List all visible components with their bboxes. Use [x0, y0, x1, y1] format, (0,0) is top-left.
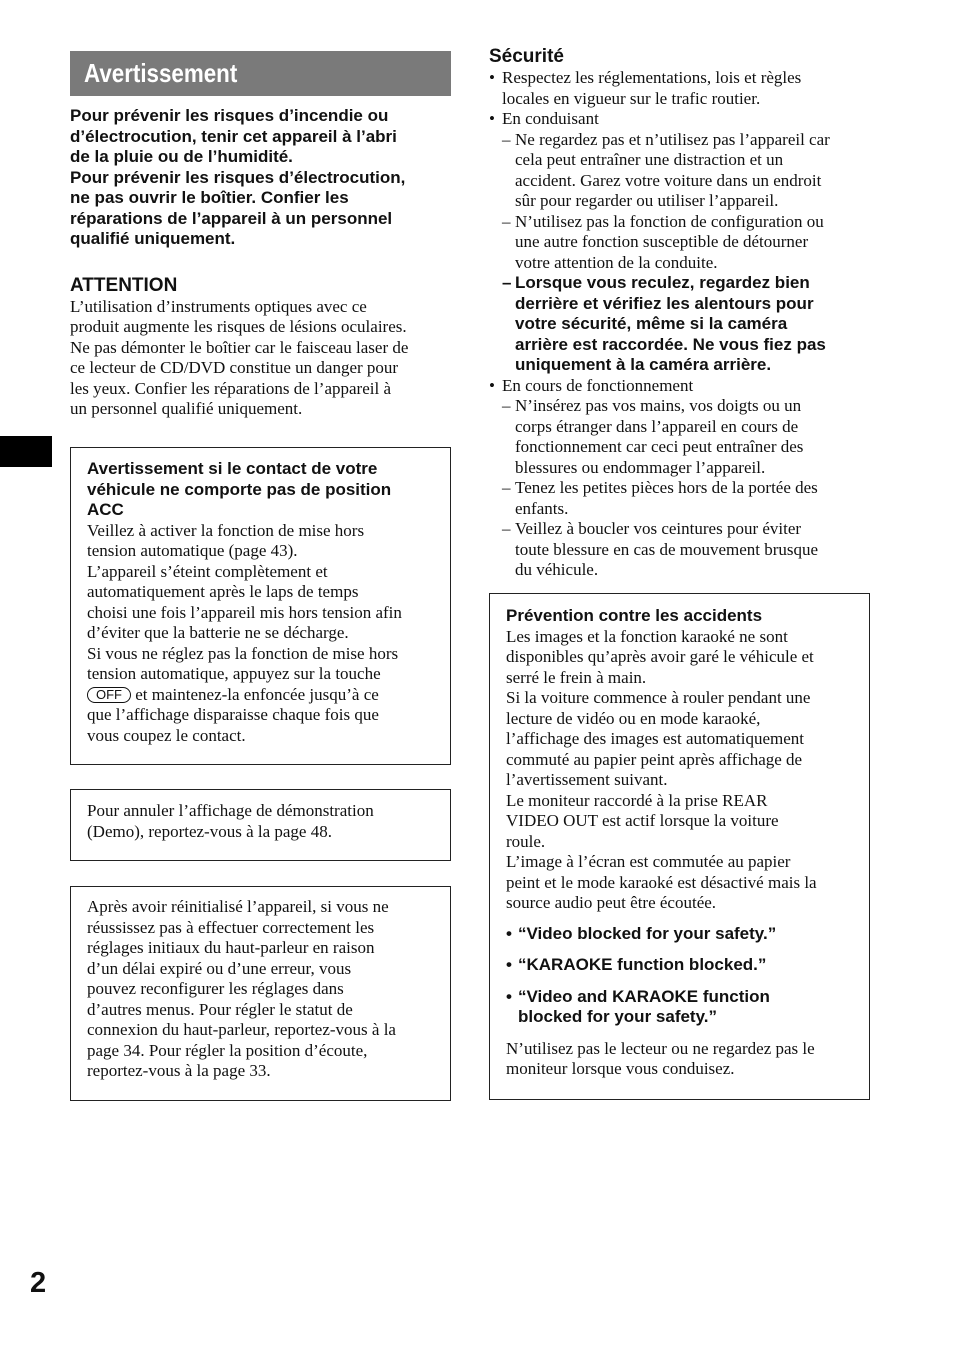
- safety-list: [489, 68, 871, 130]
- operation-item-line: toute blessure en cas de mouvement brusque: [515, 539, 819, 559]
- acc-body-line: choisi une fois l’appareil mis hors tension afin: [87, 602, 402, 622]
- warning-line: ne pas ouvrir le boîtier. Confier les: [70, 188, 349, 207]
- acc-body-line: Si vous ne réglez pas la fonction de mise hors: [87, 643, 399, 663]
- reset-line: connexion du haut-parleur, reportez-vous à la: [87, 1020, 396, 1039]
- reset-line: réussissez pas à effectuer correctement les: [87, 917, 375, 937]
- acc-body-line: que l’affichage disparaisse chaque fois que: [87, 705, 379, 724]
- reset-line: page 34. Pour régler la position d’écoute,: [87, 1040, 368, 1060]
- driving-item-line: – Ne regardez pas et n’utilisez pas l’appareil car: [515, 129, 830, 149]
- warning-line: réparations de l’appareil à un personnel: [70, 208, 393, 228]
- driving-item-line: – Lorsque vous reculez, regardez bien: [515, 273, 810, 292]
- warning-message-line: • “Video and KARAOKE function: [518, 986, 770, 1006]
- fire-shock-warning: [70, 106, 451, 250]
- warning-line: de la pluie ou de l’humidité.: [70, 147, 293, 166]
- prevention-line: roule.: [506, 831, 546, 851]
- prevention-footer: [506, 1039, 855, 1080]
- attention-line: ce lecteur de CD/DVD constitue un danger pour: [70, 358, 399, 377]
- warning-message-line: • “KARAOKE function blocked.”: [518, 955, 767, 974]
- prevention-line: l’avertissement suivant.: [506, 770, 668, 789]
- warning-message: [506, 987, 855, 1028]
- demo-line: Pour annuler l’affichage de démonstration: [87, 801, 374, 820]
- driving-item-line: votre sécurité, même si la caméra: [515, 314, 788, 333]
- reset-line: reportez-vous à la page 33.: [87, 1061, 271, 1080]
- driving-item-line: une autre fonction susceptible de détourner: [515, 232, 809, 251]
- reset-line: pouvez reconfigurer les réglages dans: [87, 979, 344, 998]
- attention-heading: ATTENTION: [70, 274, 178, 296]
- warning-line: qualifié uniquement.: [70, 229, 236, 248]
- prevention-line: Le moniteur raccordé à la prise REAR: [506, 790, 768, 810]
- safety-list-cont: [489, 376, 871, 397]
- warning-message-line: • “Video blocked for your safety.”: [518, 923, 777, 943]
- prevention-body: [506, 627, 855, 914]
- acc-key-line-text: et maintenez-la enfoncée jusqu’à ce: [131, 684, 379, 704]
- prevention-line: serré le frein à main.: [506, 667, 647, 687]
- acc-warning-body: [87, 521, 435, 685]
- reset-line: d’autres menus. Pour régler le statut de: [87, 999, 353, 1019]
- attention-line: un personnel qualifié uniquement.: [70, 399, 303, 418]
- acc-body-line: Veillez à activer la fonction de mise hors: [87, 520, 365, 540]
- operation-sublist: [489, 396, 871, 581]
- acc-body-line: tension automatique (page 43).: [87, 541, 298, 560]
- prevention-line: VIDEO OUT est actif lorsque la voiture: [506, 811, 779, 830]
- prevention-line: source audio peut être écoutée.: [506, 893, 717, 912]
- off-key-icon: OFF: [87, 687, 131, 703]
- reset-line: Après avoir réinitialisé l’appareil, si vous ne: [87, 897, 389, 916]
- operation-item-line: corps étranger dans l’appareil en cours de: [515, 416, 799, 436]
- driving-item-line: – N’utilisez pas la fonction de configuration ou: [515, 211, 824, 231]
- prevention-line: commuté au papier peint après affichage de: [506, 749, 803, 769]
- warning-line: d’électrocution, tenir cet appareil à l’abri: [70, 126, 397, 146]
- driving-item-line: derrière et vérifiez les alentours pour: [515, 293, 814, 313]
- prevention-title: Prévention contre les accidents: [506, 606, 763, 625]
- acc-body-line: tension automatique, appuyez sur la touche: [87, 664, 381, 683]
- operation-label: En cours de fonctionnement: [502, 375, 694, 395]
- reset-note-box: [70, 886, 451, 1101]
- attention-line: L’utilisation d’instruments optiques avec ce: [70, 296, 367, 316]
- operation-item-line: – N’insérez pas vos mains, vos doigts ou un: [515, 396, 802, 415]
- prevention-footer-line: N’utilisez pas le lecteur ou ne regardez pas le: [506, 1038, 815, 1058]
- demo-line: (Demo), reportez-vous à la page 48.: [87, 821, 332, 841]
- prevention-line: peint et le mode karaoké est désactivé mais la: [506, 872, 817, 892]
- operation-item-line: fonctionnement car ceci peut entraîner des: [515, 437, 804, 456]
- list-item-driving: [489, 109, 871, 130]
- driving-label: En conduisant: [502, 109, 599, 128]
- acc-warning-title: [87, 459, 435, 521]
- reset-line: d’un délai expiré ou d’une erreur, vous: [87, 958, 352, 978]
- traffic-rules-line: • Respectez les réglementations, lois et règles: [502, 68, 802, 87]
- driving-item: [489, 130, 871, 212]
- prevention-line: Les images et la fonction karaoké ne sont: [506, 626, 788, 646]
- driving-item-line: uniquement à la caméra arrière.: [515, 355, 772, 374]
- section-title: Avertissement: [84, 58, 238, 88]
- accident-prevention-box: [489, 593, 870, 1100]
- warning-line: Pour prévenir les risques d’électrocution,: [70, 167, 406, 187]
- driving-item-line: arrière est raccordée. Ne vous fiez pas: [515, 334, 826, 354]
- warning-message: [506, 955, 855, 976]
- traffic-rules-line: locales en vigueur sur le trafic routier.: [502, 88, 761, 108]
- driving-item: [489, 273, 871, 376]
- driving-sublist: [489, 130, 871, 376]
- reset-line: réglages initiaux du haut-parleur en raison: [87, 938, 375, 957]
- demo-note-text: [87, 801, 435, 842]
- acc-warning-box: [70, 447, 451, 765]
- operation-item-line: enfants.: [515, 498, 569, 518]
- attention-line: produit augmente les risques de lésions oculaires.: [70, 317, 407, 336]
- list-item-operation: [489, 376, 871, 397]
- attention-text: [70, 297, 451, 420]
- page-number: 2: [30, 1267, 47, 1299]
- acc-title-line: ACC: [87, 500, 124, 519]
- driving-item: [489, 212, 871, 274]
- acc-title-line: Avertissement si le contact de votre: [87, 459, 378, 478]
- warning-messages-list: [506, 924, 855, 1028]
- prevention-footer-line: moniteur lorsque vous conduisez.: [506, 1059, 735, 1078]
- acc-body-line: automatiquement après le laps de temps: [87, 582, 359, 601]
- prevention-line: disponibles qu’après avoir garé le véhicule et: [506, 647, 814, 666]
- right-column: [489, 46, 871, 581]
- operation-item: [489, 478, 871, 519]
- attention-line: les yeux. Confier les réparations de l’appareil à: [70, 378, 391, 398]
- warning-message-line: blocked for your safety.”: [518, 1007, 718, 1026]
- acc-key-line: [87, 685, 435, 706]
- prevention-line: L’image à l’écran est commutée au papier: [506, 852, 791, 871]
- demo-note-box: [70, 789, 451, 861]
- driving-item-line: votre attention de la conduite.: [515, 252, 718, 272]
- operation-item-line: du véhicule.: [515, 560, 599, 579]
- acc-title-line: véhicule ne comporte pas de position: [87, 479, 392, 499]
- acc-warning-body-end: [87, 705, 435, 746]
- warning-message: [506, 924, 855, 945]
- acc-body-line: d’éviter que la batterie ne se décharge.: [87, 623, 349, 642]
- driving-item-line: cela peut entraîner une distraction et un: [515, 150, 784, 169]
- warning-line: Pour prévenir les risques d’incendie ou: [70, 106, 389, 125]
- driving-item-line: accident. Garez votre voiture dans un endroit: [515, 170, 822, 190]
- prevention-line: Si la voiture commence à rouler pendant une: [506, 688, 811, 707]
- operation-item-line: – Tenez les petites pièces hors de la portée des: [515, 478, 818, 497]
- acc-body-line: L’appareil s’éteint complètement et: [87, 561, 328, 581]
- reset-note-text: [87, 897, 435, 1082]
- security-heading: Sécurité: [489, 46, 564, 67]
- operation-item-line: blessures ou endommager l’appareil.: [515, 457, 766, 477]
- chapter-tab-marker: [0, 436, 52, 467]
- acc-body-line: vous coupez le contact.: [87, 725, 246, 745]
- driving-item-line: sûr pour regarder ou utiliser l’appareil.: [515, 191, 779, 210]
- list-item-traffic-rules: [489, 68, 871, 109]
- operation-item: [489, 396, 871, 478]
- prevention-line: l’affichage des images est automatiquement: [506, 729, 805, 748]
- attention-line: Ne pas démonter le boîtier car le faisceau laser de: [70, 337, 409, 357]
- operation-item: [489, 519, 871, 581]
- left-column: [70, 51, 451, 420]
- section-title-bar: [70, 51, 451, 96]
- operation-item-line: – Veillez à boucler vos ceintures pour éviter: [515, 519, 802, 538]
- prevention-line: lecture de vidéo ou en mode karaoké,: [506, 708, 761, 728]
